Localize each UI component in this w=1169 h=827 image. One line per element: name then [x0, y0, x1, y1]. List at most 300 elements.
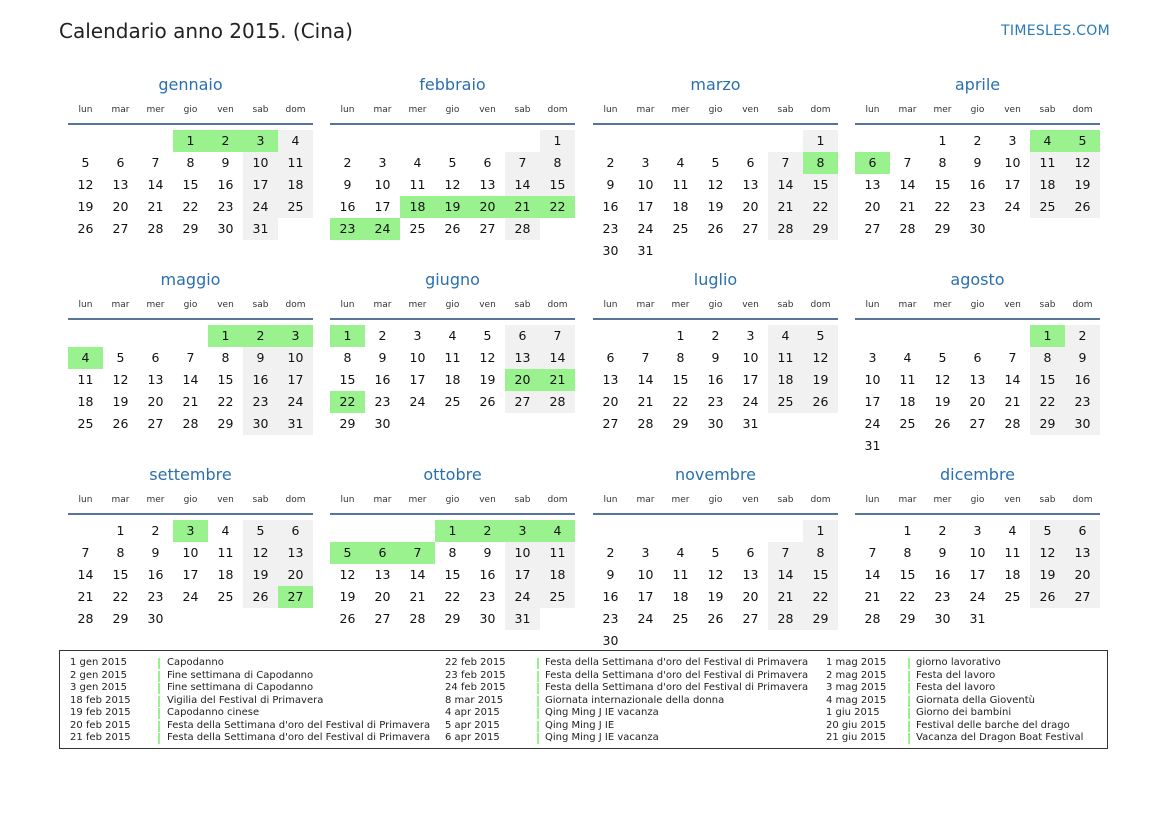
day-cell[interactable]: 1	[803, 130, 838, 152]
day-cell[interactable]: 20	[278, 564, 313, 586]
day-cell[interactable]: 25	[768, 391, 803, 413]
day-cell[interactable]: 25	[672, 221, 689, 236]
day-cell[interactable]: 19	[707, 589, 724, 604]
day-cell[interactable]: 31	[969, 611, 986, 626]
day-cell[interactable]: 25	[540, 586, 575, 608]
day-cell[interactable]: 21	[899, 199, 916, 214]
day-cell[interactable]: 4	[676, 155, 685, 170]
day-cell[interactable]: 21	[505, 196, 540, 218]
day-cell[interactable]: 22	[444, 589, 461, 604]
day-cell[interactable]: 1	[540, 130, 575, 152]
day-cell[interactable]: 24	[365, 218, 400, 240]
day-cell[interactable]: 9	[938, 545, 947, 560]
day-cell[interactable]: 7	[540, 325, 575, 347]
day-cell[interactable]: 8	[938, 155, 947, 170]
day-cell[interactable]: 6	[973, 350, 982, 365]
day-cell[interactable]: 14	[182, 372, 199, 387]
day-cell[interactable]: 16	[374, 372, 391, 387]
day-cell[interactable]: 3	[973, 523, 982, 538]
day-cell[interactable]: 29	[803, 218, 838, 240]
day-cell[interactable]: 25	[217, 589, 234, 604]
day-cell[interactable]: 13	[742, 567, 759, 582]
day-cell[interactable]: 27	[602, 416, 619, 431]
day-cell[interactable]: 28	[182, 416, 199, 431]
day-cell[interactable]: 9	[151, 545, 160, 560]
day-cell[interactable]: 9	[973, 155, 982, 170]
day-cell[interactable]: 20	[1065, 564, 1100, 586]
day-cell[interactable]: 2	[378, 328, 387, 343]
day-cell[interactable]: 2	[606, 545, 615, 560]
day-cell[interactable]: 30	[217, 221, 234, 236]
day-cell[interactable]: 31	[278, 413, 313, 435]
day-cell[interactable]: 7	[641, 350, 650, 365]
day-cell[interactable]: 22	[182, 199, 199, 214]
day-cell[interactable]: 12	[1065, 152, 1100, 174]
day-cell[interactable]: 14	[864, 567, 881, 582]
day-cell[interactable]: 7	[186, 350, 195, 365]
day-cell[interactable]: 29	[112, 611, 129, 626]
day-cell[interactable]: 21	[409, 589, 426, 604]
day-cell[interactable]: 28	[540, 391, 575, 413]
day-cell[interactable]: 11	[672, 567, 689, 582]
day-cell[interactable]: 8	[676, 350, 685, 365]
day-cell[interactable]: 5	[1030, 520, 1065, 542]
day-cell[interactable]: 11	[77, 372, 94, 387]
day-cell[interactable]: 27	[278, 586, 313, 608]
day-cell[interactable]: 1	[1030, 325, 1065, 347]
day-cell[interactable]: 7	[768, 152, 803, 174]
day-cell[interactable]: 29	[803, 608, 838, 630]
day-cell[interactable]: 3	[278, 325, 313, 347]
day-cell[interactable]: 1	[903, 523, 912, 538]
day-cell[interactable]: 26	[112, 416, 129, 431]
day-cell[interactable]: 18	[217, 567, 234, 582]
day-cell[interactable]: 12	[707, 567, 724, 582]
day-cell[interactable]: 3	[641, 545, 650, 560]
day-cell[interactable]: 17	[374, 199, 391, 214]
day-cell[interactable]: 28	[77, 611, 94, 626]
day-cell[interactable]: 4	[278, 130, 313, 152]
day-cell[interactable]: 16	[339, 199, 356, 214]
day-cell[interactable]: 16	[1065, 369, 1100, 391]
day-cell[interactable]: 16	[707, 372, 724, 387]
day-cell[interactable]: 20	[470, 196, 505, 218]
day-cell[interactable]: 8	[903, 545, 912, 560]
day-cell[interactable]: 19	[112, 394, 129, 409]
day-cell[interactable]: 6	[746, 545, 755, 560]
day-cell[interactable]: 13	[278, 542, 313, 564]
day-cell[interactable]: 27	[505, 391, 540, 413]
day-cell[interactable]: 9	[378, 350, 387, 365]
day-cell[interactable]: 28	[864, 611, 881, 626]
day-cell[interactable]: 31	[742, 416, 759, 431]
day-cell[interactable]: 19	[479, 372, 496, 387]
day-cell[interactable]: 17	[1004, 177, 1021, 192]
day-cell[interactable]: 13	[864, 177, 881, 192]
day-cell[interactable]: 31	[243, 218, 278, 240]
day-cell[interactable]: 8	[540, 152, 575, 174]
day-cell[interactable]: 6	[151, 350, 160, 365]
day-cell[interactable]: 27	[864, 221, 881, 236]
day-cell[interactable]: 6	[116, 155, 125, 170]
day-cell[interactable]: 15	[672, 372, 689, 387]
day-cell[interactable]: 14	[637, 372, 654, 387]
day-cell[interactable]: 23	[1065, 391, 1100, 413]
day-cell[interactable]: 17	[969, 567, 986, 582]
day-cell[interactable]: 15	[1030, 369, 1065, 391]
day-cell[interactable]: 12	[243, 542, 278, 564]
day-cell[interactable]: 21	[1004, 394, 1021, 409]
day-cell[interactable]: 11	[768, 347, 803, 369]
day-cell[interactable]: 8	[116, 545, 125, 560]
day-cell[interactable]: 9	[483, 545, 492, 560]
day-cell[interactable]: 26	[707, 611, 724, 626]
day-cell[interactable]: 11	[409, 177, 426, 192]
day-cell[interactable]: 3	[378, 155, 387, 170]
day-cell[interactable]: 14	[899, 177, 916, 192]
day-cell[interactable]: 14	[1004, 372, 1021, 387]
day-cell[interactable]: 6	[483, 155, 492, 170]
day-cell[interactable]: 24	[637, 611, 654, 626]
day-cell[interactable]: 8	[803, 152, 838, 174]
day-cell[interactable]: 12	[339, 567, 356, 582]
day-cell[interactable]: 10	[637, 567, 654, 582]
brand-link[interactable]: TIMESLES.COM	[1001, 23, 1110, 39]
day-cell[interactable]: 9	[343, 177, 352, 192]
day-cell[interactable]: 14	[540, 347, 575, 369]
day-cell[interactable]: 20	[864, 199, 881, 214]
day-cell[interactable]: 4	[448, 328, 457, 343]
day-cell[interactable]: 22	[112, 589, 129, 604]
day-cell[interactable]: 6	[746, 155, 755, 170]
day-cell[interactable]: 11	[1030, 152, 1065, 174]
day-cell[interactable]: 3	[641, 155, 650, 170]
day-cell[interactable]: 26	[444, 221, 461, 236]
day-cell[interactable]: 29	[1030, 413, 1065, 435]
day-cell[interactable]: 10	[1004, 155, 1021, 170]
day-cell[interactable]: 18	[768, 369, 803, 391]
day-cell[interactable]: 21	[182, 394, 199, 409]
day-cell[interactable]: 27	[374, 611, 391, 626]
day-cell[interactable]: 16	[602, 199, 619, 214]
day-cell[interactable]: 25	[77, 416, 94, 431]
day-cell[interactable]: 2	[606, 155, 615, 170]
day-cell[interactable]: 14	[147, 177, 164, 192]
day-cell[interactable]: 20	[602, 394, 619, 409]
day-cell[interactable]: 23	[479, 589, 496, 604]
day-cell[interactable]: 18	[444, 372, 461, 387]
day-cell[interactable]: 29	[934, 221, 951, 236]
day-cell[interactable]: 13	[112, 177, 129, 192]
day-cell[interactable]: 20	[147, 394, 164, 409]
day-cell[interactable]: 1	[173, 130, 208, 152]
day-cell[interactable]: 19	[339, 589, 356, 604]
day-cell[interactable]: 11	[444, 350, 461, 365]
day-cell[interactable]: 15	[540, 174, 575, 196]
day-cell[interactable]: 15	[803, 174, 838, 196]
day-cell[interactable]: 22	[672, 394, 689, 409]
day-cell[interactable]: 2	[343, 155, 352, 170]
day-cell[interactable]: 19	[707, 199, 724, 214]
day-cell[interactable]: 13	[742, 177, 759, 192]
day-cell[interactable]: 9	[1065, 347, 1100, 369]
day-cell[interactable]: 3	[746, 328, 755, 343]
day-cell[interactable]: 21	[147, 199, 164, 214]
day-cell[interactable]: 28	[147, 221, 164, 236]
day-cell[interactable]: 24	[278, 391, 313, 413]
day-cell[interactable]: 28	[505, 218, 540, 240]
day-cell[interactable]: 7	[768, 542, 803, 564]
day-cell[interactable]: 25	[672, 611, 689, 626]
day-cell[interactable]: 2	[1065, 325, 1100, 347]
day-cell[interactable]: 5	[116, 350, 125, 365]
day-cell[interactable]: 11	[540, 542, 575, 564]
day-cell[interactable]: 28	[637, 416, 654, 431]
day-cell[interactable]: 7	[400, 542, 435, 564]
day-cell[interactable]: 10	[505, 542, 540, 564]
day-cell[interactable]: 17	[409, 372, 426, 387]
day-cell[interactable]: 5	[81, 155, 90, 170]
day-cell[interactable]: 30	[374, 416, 391, 431]
day-cell[interactable]: 15	[339, 372, 356, 387]
day-cell[interactable]: 30	[602, 243, 619, 258]
day-cell[interactable]: 31	[637, 243, 654, 258]
day-cell[interactable]: 17	[182, 567, 199, 582]
day-cell[interactable]: 3	[1008, 133, 1017, 148]
day-cell[interactable]: 16	[934, 567, 951, 582]
day-cell[interactable]: 5	[711, 545, 720, 560]
day-cell[interactable]: 17	[637, 589, 654, 604]
day-cell[interactable]: 20	[505, 369, 540, 391]
day-cell[interactable]: 25	[444, 394, 461, 409]
day-cell[interactable]: 5	[448, 155, 457, 170]
day-cell[interactable]: 4	[903, 350, 912, 365]
day-cell[interactable]: 6	[606, 350, 615, 365]
day-cell[interactable]: 15	[899, 567, 916, 582]
day-cell[interactable]: 19	[934, 394, 951, 409]
day-cell[interactable]: 30	[1065, 413, 1100, 435]
day-cell[interactable]: 9	[221, 155, 230, 170]
day-cell[interactable]: 4	[768, 325, 803, 347]
day-cell[interactable]: 22	[803, 586, 838, 608]
day-cell[interactable]: 7	[1008, 350, 1017, 365]
day-cell[interactable]: 22	[934, 199, 951, 214]
day-cell[interactable]: 18	[899, 394, 916, 409]
day-cell[interactable]: 22	[217, 394, 234, 409]
day-cell[interactable]: 12	[934, 372, 951, 387]
day-cell[interactable]: 24	[969, 589, 986, 604]
day-cell[interactable]: 13	[1065, 542, 1100, 564]
day-cell[interactable]: 29	[339, 416, 356, 431]
day-cell[interactable]: 1	[330, 325, 365, 347]
day-cell[interactable]: 12	[803, 347, 838, 369]
day-cell[interactable]: 23	[243, 391, 278, 413]
day-cell[interactable]: 18	[1030, 174, 1065, 196]
day-cell[interactable]: 24	[243, 196, 278, 218]
day-cell[interactable]: 14	[409, 567, 426, 582]
day-cell[interactable]: 21	[768, 586, 803, 608]
day-cell[interactable]: 28	[409, 611, 426, 626]
day-cell[interactable]: 11	[278, 152, 313, 174]
day-cell[interactable]: 2	[938, 523, 947, 538]
day-cell[interactable]: 17	[742, 372, 759, 387]
day-cell[interactable]: 29	[444, 611, 461, 626]
day-cell[interactable]: 10	[243, 152, 278, 174]
day-cell[interactable]: 5	[243, 520, 278, 542]
day-cell[interactable]: 18	[278, 174, 313, 196]
day-cell[interactable]: 27	[112, 221, 129, 236]
day-cell[interactable]: 25	[278, 196, 313, 218]
day-cell[interactable]: 16	[602, 589, 619, 604]
day-cell[interactable]: 15	[182, 177, 199, 192]
day-cell[interactable]: 12	[707, 177, 724, 192]
day-cell[interactable]: 1	[676, 328, 685, 343]
day-cell[interactable]: 5	[483, 328, 492, 343]
day-cell[interactable]: 12	[479, 350, 496, 365]
day-cell[interactable]: 22	[899, 589, 916, 604]
day-cell[interactable]: 24	[864, 416, 881, 431]
day-cell[interactable]: 3	[505, 520, 540, 542]
day-cell[interactable]: 16	[147, 567, 164, 582]
day-cell[interactable]: 28	[768, 218, 803, 240]
day-cell[interactable]: 23	[374, 394, 391, 409]
day-cell[interactable]: 4	[413, 155, 422, 170]
day-cell[interactable]: 13	[505, 347, 540, 369]
day-cell[interactable]: 20	[969, 394, 986, 409]
day-cell[interactable]: 18	[77, 394, 94, 409]
day-cell[interactable]: 26	[77, 221, 94, 236]
day-cell[interactable]: 23	[969, 199, 986, 214]
day-cell[interactable]: 29	[217, 416, 234, 431]
day-cell[interactable]: 25	[899, 416, 916, 431]
day-cell[interactable]: 11	[217, 545, 234, 560]
day-cell[interactable]: 7	[151, 155, 160, 170]
day-cell[interactable]: 10	[374, 177, 391, 192]
day-cell[interactable]: 5	[330, 542, 365, 564]
day-cell[interactable]: 19	[435, 196, 470, 218]
day-cell[interactable]: 3	[243, 130, 278, 152]
day-cell[interactable]: 9	[606, 567, 615, 582]
day-cell[interactable]: 8	[221, 350, 230, 365]
day-cell[interactable]: 1	[116, 523, 125, 538]
day-cell[interactable]: 8	[343, 350, 352, 365]
day-cell[interactable]: 28	[899, 221, 916, 236]
day-cell[interactable]: 14	[505, 174, 540, 196]
day-cell[interactable]: 21	[540, 369, 575, 391]
day-cell[interactable]: 10	[409, 350, 426, 365]
day-cell[interactable]: 4	[68, 347, 103, 369]
day-cell[interactable]: 16	[217, 177, 234, 192]
day-cell[interactable]: 9	[711, 350, 720, 365]
day-cell[interactable]: 15	[112, 567, 129, 582]
day-cell[interactable]: 22	[330, 391, 365, 413]
day-cell[interactable]: 6	[855, 152, 890, 174]
day-cell[interactable]: 7	[505, 152, 540, 174]
day-cell[interactable]: 27	[1065, 586, 1100, 608]
day-cell[interactable]: 30	[969, 221, 986, 236]
day-cell[interactable]: 13	[969, 372, 986, 387]
day-cell[interactable]: 30	[707, 416, 724, 431]
day-cell[interactable]: 1	[435, 520, 470, 542]
day-cell[interactable]: 1	[938, 133, 947, 148]
day-cell[interactable]: 2	[208, 130, 243, 152]
day-cell[interactable]: 18	[1004, 567, 1021, 582]
day-cell[interactable]: 20	[742, 199, 759, 214]
day-cell[interactable]: 10	[742, 350, 759, 365]
day-cell[interactable]: 9	[606, 177, 615, 192]
day-cell[interactable]: 12	[444, 177, 461, 192]
day-cell[interactable]: 5	[1065, 130, 1100, 152]
day-cell[interactable]: 16	[243, 369, 278, 391]
day-cell[interactable]: 7	[903, 155, 912, 170]
day-cell[interactable]: 4	[221, 523, 230, 538]
day-cell[interactable]: 20	[374, 589, 391, 604]
day-cell[interactable]: 25	[1004, 589, 1021, 604]
day-cell[interactable]: 8	[448, 545, 457, 560]
day-cell[interactable]: 6	[365, 542, 400, 564]
day-cell[interactable]: 21	[864, 589, 881, 604]
day-cell[interactable]: 6	[505, 325, 540, 347]
day-cell[interactable]: 23	[330, 218, 365, 240]
day-cell[interactable]: 18	[400, 196, 435, 218]
day-cell[interactable]: 17	[864, 394, 881, 409]
day-cell[interactable]: 11	[1004, 545, 1021, 560]
day-cell[interactable]: 29	[182, 221, 199, 236]
day-cell[interactable]: 4	[1030, 130, 1065, 152]
day-cell[interactable]: 20	[742, 589, 759, 604]
day-cell[interactable]: 24	[742, 394, 759, 409]
day-cell[interactable]: 8	[1030, 347, 1065, 369]
day-cell[interactable]: 5	[803, 325, 838, 347]
day-cell[interactable]: 11	[899, 372, 916, 387]
day-cell[interactable]: 24	[505, 586, 540, 608]
day-cell[interactable]: 26	[1065, 196, 1100, 218]
day-cell[interactable]: 17	[243, 174, 278, 196]
day-cell[interactable]: 23	[707, 394, 724, 409]
day-cell[interactable]: 2	[711, 328, 720, 343]
day-cell[interactable]: 21	[768, 196, 803, 218]
day-cell[interactable]: 21	[637, 394, 654, 409]
day-cell[interactable]: 7	[81, 545, 90, 560]
day-cell[interactable]: 20	[112, 199, 129, 214]
day-cell[interactable]: 19	[1030, 564, 1065, 586]
day-cell[interactable]: 26	[339, 611, 356, 626]
day-cell[interactable]: 24	[1004, 199, 1021, 214]
day-cell[interactable]: 19	[1065, 174, 1100, 196]
day-cell[interactable]: 15	[444, 567, 461, 582]
day-cell[interactable]: 25	[1030, 196, 1065, 218]
day-cell[interactable]: 23	[602, 611, 619, 626]
day-cell[interactable]: 18	[672, 589, 689, 604]
day-cell[interactable]: 17	[637, 199, 654, 214]
day-cell[interactable]: 10	[278, 347, 313, 369]
day-cell[interactable]: 12	[77, 177, 94, 192]
day-cell[interactable]: 19	[243, 564, 278, 586]
day-cell[interactable]: 2	[973, 133, 982, 148]
day-cell[interactable]: 23	[602, 221, 619, 236]
day-cell[interactable]: 12	[1030, 542, 1065, 564]
day-cell[interactable]: 8	[186, 155, 195, 170]
day-cell[interactable]: 30	[934, 611, 951, 626]
day-cell[interactable]: 19	[803, 369, 838, 391]
day-cell[interactable]: 6	[278, 520, 313, 542]
day-cell[interactable]: 3	[868, 350, 877, 365]
day-cell[interactable]: 18	[540, 564, 575, 586]
day-cell[interactable]: 15	[934, 177, 951, 192]
day-cell[interactable]: 18	[672, 199, 689, 214]
day-cell[interactable]: 19	[77, 199, 94, 214]
day-cell[interactable]: 30	[243, 413, 278, 435]
